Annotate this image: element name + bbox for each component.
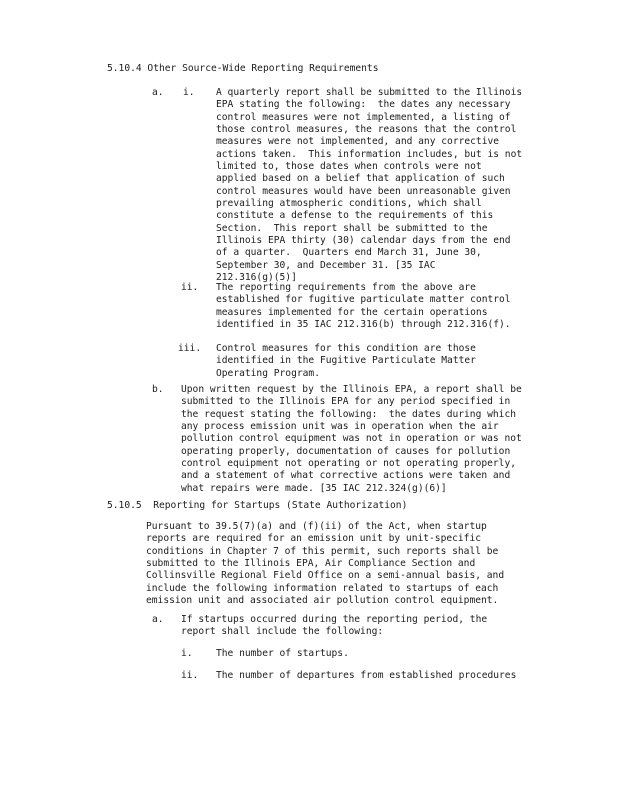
paragraph: Control measures for this condition are those identified in the Fugitive Particulate Matter Operating Program. (216, 343, 476, 379)
item-label: i. (181, 648, 193, 659)
paragraph: A quarterly report shall be submitted to the Illinois EPA stating the following: the dates any necessary control measures were not implemented, a listing of those control measures, the reasons that the control measures were not implemented, and any corrective actions taken. This information includes, but is not limited to, those dates when controls were not applied based on a belief that application of such control measures would have been unreasonable given prevailing atmospheric conditions, which shall constitute a defense to the requirements of this Section. This report shall be submitted to the Illinois EPA thirty (30) calendar days from the end of a quarter. Quarters end March 31, June 30, September 30, and December 31. [35 IAC 212.316(g)(5)] (216, 87, 523, 284)
item-label: b. (152, 384, 164, 395)
item-label: a. (152, 87, 164, 98)
paragraph: Upon written request by the Illinois EPA, a report shall be submitted to the Illinois EPA for any period specified in the request stating the following: the dates during which any process emission unit was in operation when the air pollution control equipment was not in operation or was not operating properly, documentation of causes for pollution control equipment not operating or not operating properly, and a statement of what corrective actions were taken and what repairs were made. [35 IAC 212.324(g)(6)] (181, 384, 522, 494)
paragraph: If startups occurred during the reporting period, the report shall include the following: (181, 614, 488, 638)
item-label: ii. (181, 670, 199, 681)
item-label: iii. (178, 343, 202, 354)
paragraph: The number of startups. (216, 648, 349, 659)
paragraph: Pursuant to 39.5(7)(a) and (f)(ii) of the Act, when startup reports are required for an emission unit by unit-specific conditions in Chapter 7 of this permit, such reports shall be submitted to the Illinois EPA, Air Compliance Section and Collinsville Regional Field Office on a semi-annual basis, and include the following information related to startups of each emission unit and associated air pollution control equipment. (146, 521, 505, 607)
paragraph: The number of departures from established procedures (216, 670, 517, 681)
section-heading: 5.10.5 Reporting for Startups (State Authorization) (107, 500, 408, 511)
item-label: ii. (181, 282, 199, 293)
section-heading: 5.10.4 Other Source-Wide Reporting Requirements (107, 63, 379, 74)
item-label: i. (183, 87, 195, 98)
paragraph: The reporting requirements from the above are established for fugitive particulate matter control measures implemented for the certain operations identified in 35 IAC 212.316(b) through 212.316(f). (216, 282, 511, 331)
item-label: a. (152, 614, 164, 625)
